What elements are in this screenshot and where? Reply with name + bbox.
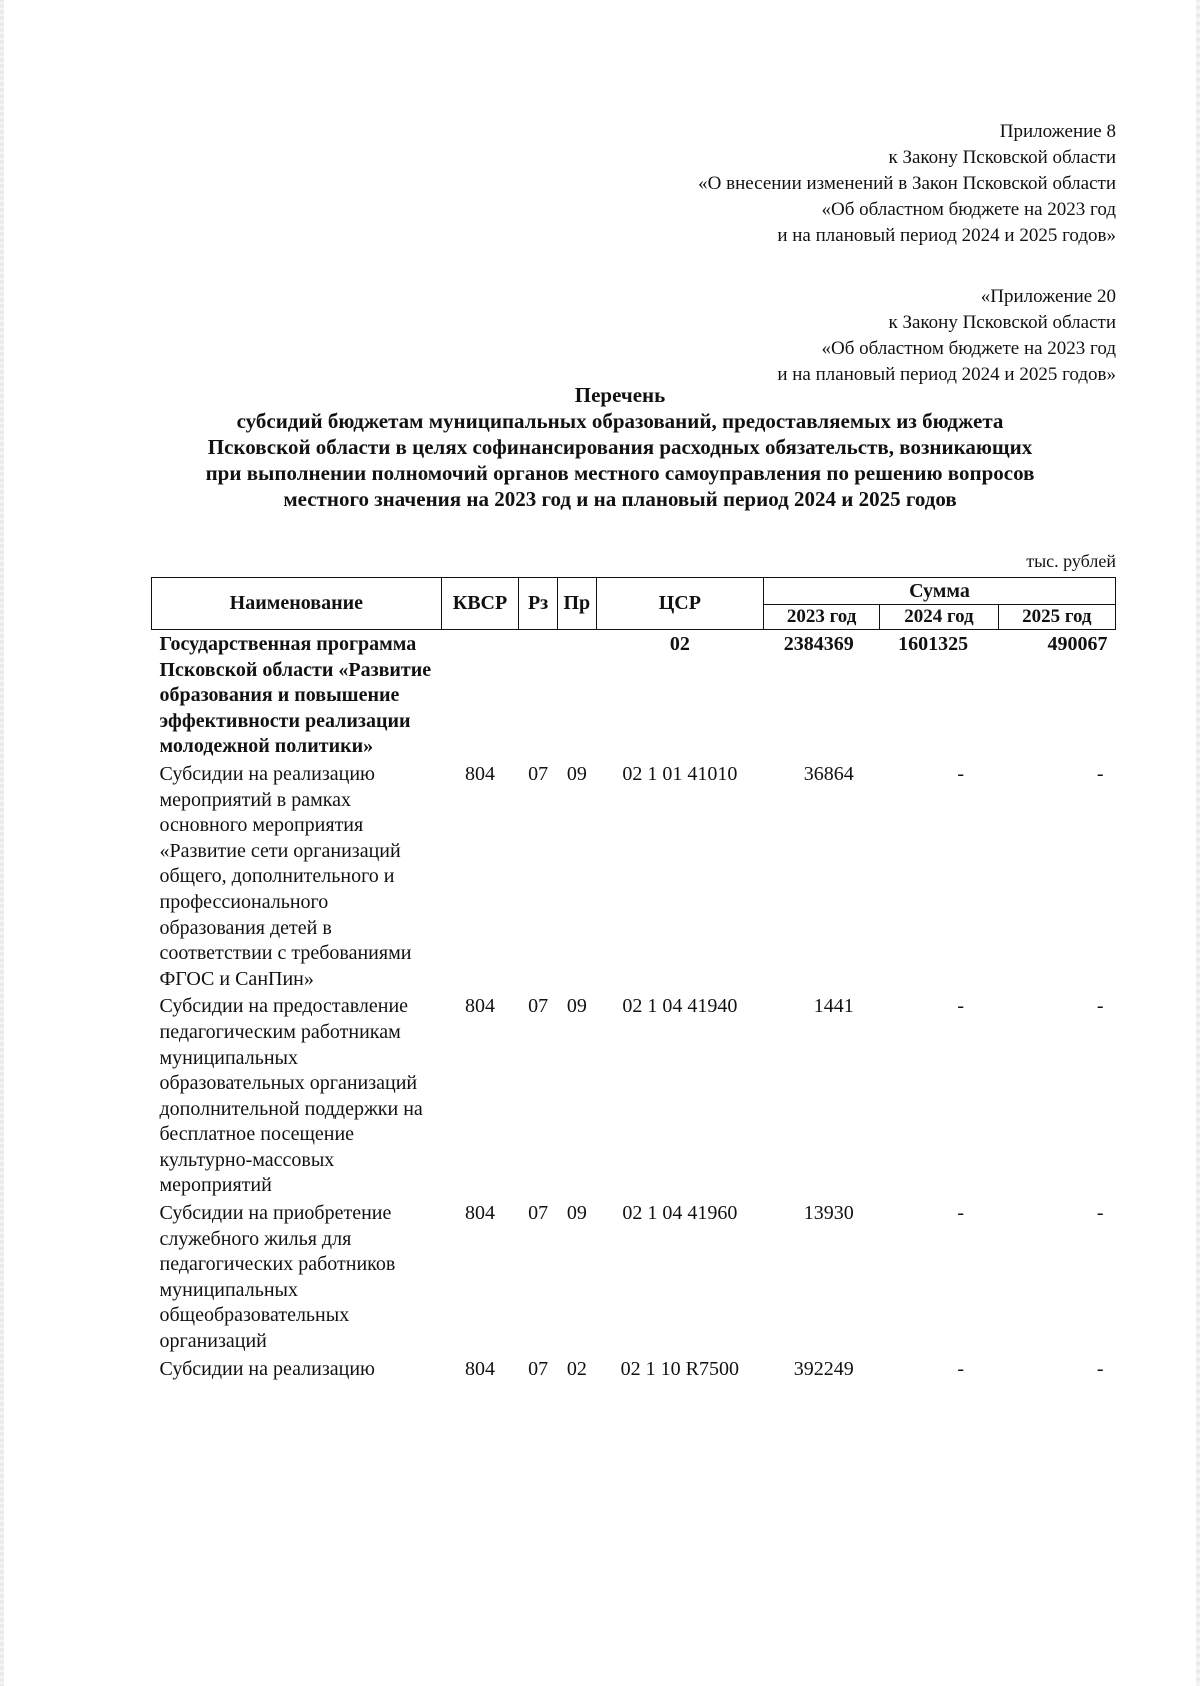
cell-name: Государственная программа Псковской области «Развитие образования и повышение эффективности реализации молодежной политики» [159,633,432,758]
cell-kvsr [441,630,519,760]
cell-csr: 02 [669,633,690,655]
cell-2023: 2384369 [783,633,854,655]
cell-2024: - [957,995,965,1018]
cell-2023: 13930 [803,1202,854,1225]
cell-csr: 02 1 04 41960 [622,1202,738,1225]
cell-name: Субсидии на реализацию [159,1357,375,1380]
document-title-line: местного значения на 2023 год и на плановый период 2024 и 2025 годов [283,487,957,511]
cell-2025: - [1096,995,1104,1018]
cell-2025: - [1096,1202,1104,1225]
scan-edge-right [1196,0,1200,1686]
cell-2023: 392249 [793,1357,854,1380]
cell-2023: 36864 [803,762,854,785]
cell-kvsr: 804 [464,1357,495,1380]
header-sum: Сумма [763,578,1115,605]
header-rz: Рз [519,578,558,630]
header-year-2025: 2025 год [998,605,1115,630]
cell-2024: 1601325 [898,633,969,655]
cell-csr: 02 1 01 41010 [622,762,738,785]
cell-pr: 09 [566,995,587,1018]
table-header [152,578,1116,630]
cell-2024: - [957,1357,965,1380]
document-title [120,382,1120,512]
cell-pr: 09 [566,762,587,785]
subsidies-table [151,577,1116,1382]
header-year-2024: 2024 год [880,605,998,630]
table-row [152,760,1116,992]
cell-2025: - [1096,762,1104,785]
cell-kvsr: 804 [464,995,495,1018]
cell-2024: - [957,1202,965,1225]
cell-pr [557,630,596,760]
quoted-appendix-header-line: «Об областном бюджете на 2023 год [821,338,1116,359]
cell-name: Субсидии на реализацию мероприятий в рамках основного мероприятия «Развитие сети организаций общего, дополнительного и профессионального образования детей в соответствии с требованиями ФГОС и СанПин» [159,762,412,990]
cell-pr: 02 [566,1357,587,1380]
cell-kvsr: 804 [464,1202,495,1225]
appendix-header-line: Приложение 8 [999,121,1116,142]
appendix-header-line: и на плановый период 2024 и 2025 годов» [777,225,1116,246]
units-label: тыс. рублей [1026,551,1116,571]
quoted-appendix-header-line: к Закону Псковской области [888,312,1116,333]
table-row [152,1199,1116,1355]
header-kvsr: КВСР [441,578,519,630]
table-row [152,992,1116,1199]
cell-name: Субсидии на приобретение служебного жилья для педагогических работников муниципальных общеобразовательных организаций [159,1202,396,1353]
table-row [152,1355,1116,1383]
table-row [152,630,1116,760]
cell-name: Субсидии на предоставление педагогическим работникам муниципальных образовательных организаций дополнительной поддержки на бесплатное посещение культурно-массовых мероприятий [159,995,423,1197]
cell-csr: 02 1 10 R7500 [620,1357,740,1380]
cell-pr: 09 [566,1202,587,1225]
cell-rz: 07 [528,995,549,1018]
cell-rz [519,630,558,760]
cell-kvsr: 804 [464,762,495,785]
appendix-header [698,119,1116,249]
cell-rz: 07 [528,1202,549,1225]
scan-edge-left [0,0,4,1686]
document-title-line: Псковской области в целях софинансирования расходных обязательств, возникающих [207,435,1033,459]
cell-2024: - [957,762,965,785]
cell-2025: - [1096,1357,1104,1380]
document-title-line: субсидий бюджетам муниципальных образований, предоставляемых из бюджета [236,409,1004,433]
cell-rz: 07 [528,1357,549,1380]
header-csr: ЦСР [596,578,763,630]
document-title-line: при выполнении полномочий органов местного самоуправления по решению вопросов [205,461,1035,485]
cell-rz: 07 [528,762,549,785]
cell-2023: 1441 [813,995,854,1018]
quoted-appendix-header [777,284,1116,388]
header-year-2023: 2023 год [763,605,879,630]
quoted-appendix-header-line: «Приложение 20 [980,286,1116,307]
appendix-header-line: «О внесении изменений в Закон Псковской области [698,173,1116,194]
header-name: Наименование [152,578,442,630]
appendix-header-line: к Закону Псковской области [888,147,1116,168]
cell-2025: 490067 [1047,633,1108,655]
appendix-header-line: «Об областном бюджете на 2023 год [821,199,1116,220]
header-pr: Пр [557,578,596,630]
cell-csr: 02 1 04 41940 [622,995,738,1018]
document-title-line: Перечень [574,383,666,407]
quoted-appendix-header-line: и на плановый период 2024 и 2025 годов» [777,364,1116,385]
